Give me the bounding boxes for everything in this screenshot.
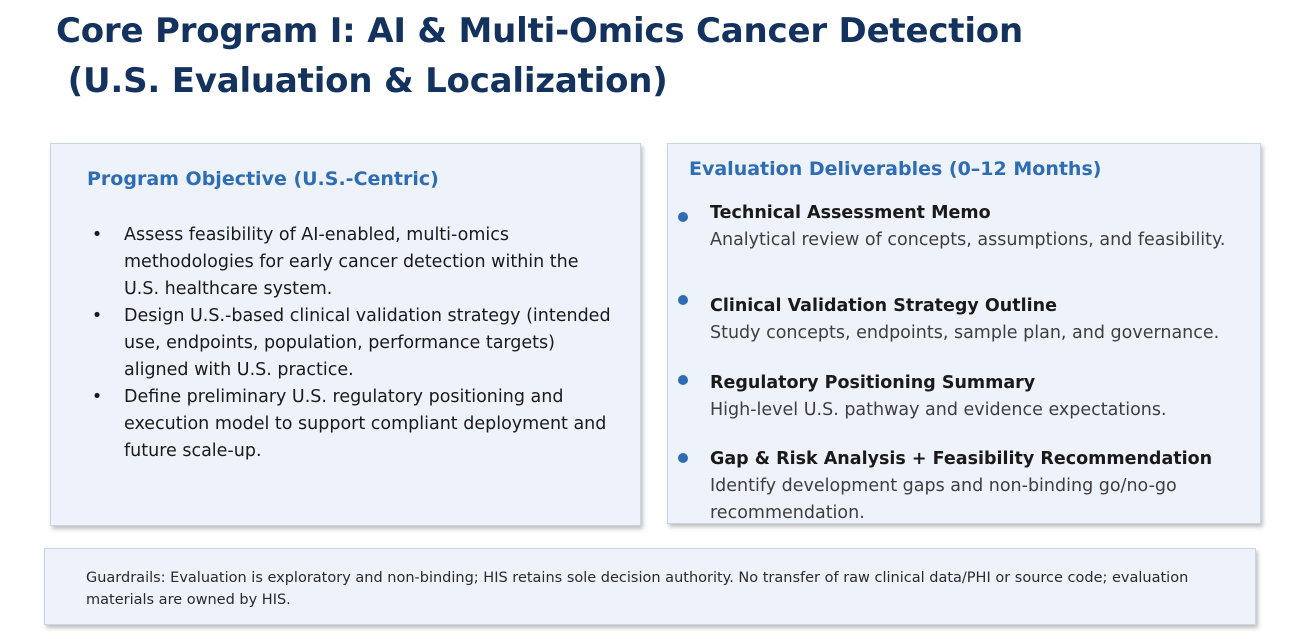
evaluation-deliverables-heading: Evaluation Deliverables (0–12 Months) xyxy=(689,158,1102,180)
deliverable-item xyxy=(710,293,1258,347)
deliverable-title: Technical Assessment Memo xyxy=(710,203,991,223)
deliverable-item xyxy=(710,200,1258,254)
deliverable-title: Clinical Validation Strategy Outline xyxy=(710,296,1057,316)
objective-item xyxy=(91,303,611,384)
deliverable-item xyxy=(710,446,1258,527)
objective-text: Define preliminary U.S. regulatory positioning and execution model to support compliant deployment and future scale-up. xyxy=(124,387,607,461)
deliverable-item xyxy=(710,370,1258,424)
objective-item xyxy=(91,222,611,303)
bullet-icon: • xyxy=(91,306,103,326)
evaluation-deliverables-panel xyxy=(667,143,1261,524)
objective-item xyxy=(91,384,611,465)
bullet-icon: • xyxy=(91,387,103,407)
deliverable-description: Identify development gaps and non-binding go/no-go recommendation. xyxy=(710,476,1177,523)
bullet-dot-icon xyxy=(678,212,688,222)
objective-text: Design U.S.-based clinical validation strategy (intended use, endpoints, population, performance targets) aligned with U.S. practice. xyxy=(124,306,611,380)
deliverable-title: Regulatory Positioning Summary xyxy=(710,373,1036,393)
deliverable-title: Gap & Risk Analysis + Feasibility Recommendation xyxy=(710,449,1213,469)
bullet-icon: • xyxy=(91,225,103,245)
guardrails-text: Guardrails: Evaluation is exploratory and non-binding; HIS retains sole decision authority. No transfer of raw clinical data/PHI or source code; evaluation materials are owned by HIS. xyxy=(86,570,1189,608)
deliverable-description: High-level U.S. pathway and evidence expectations. xyxy=(710,400,1167,420)
bullet-dot-icon xyxy=(678,375,688,385)
page-title: Core Program I: AI & Multi-Omics Cancer Detection (U.S. Evaluation & Localization) xyxy=(56,11,1023,101)
program-objective-heading: Program Objective (U.S.-Centric) xyxy=(87,168,439,190)
bullet-dot-icon xyxy=(678,453,688,463)
deliverable-description: Study concepts, endpoints, sample plan, and governance. xyxy=(710,323,1220,343)
objective-list xyxy=(91,222,611,465)
program-objective-panel xyxy=(50,143,641,526)
bullet-dot-icon xyxy=(678,295,688,305)
guardrails-panel xyxy=(44,548,1256,625)
objective-text: Assess feasibility of AI-enabled, multi-omics methodologies for early cancer detection within the U.S. healthcare system. xyxy=(124,225,579,299)
deliverable-description: Analytical review of concepts, assumptions, and feasibility. xyxy=(710,230,1226,250)
